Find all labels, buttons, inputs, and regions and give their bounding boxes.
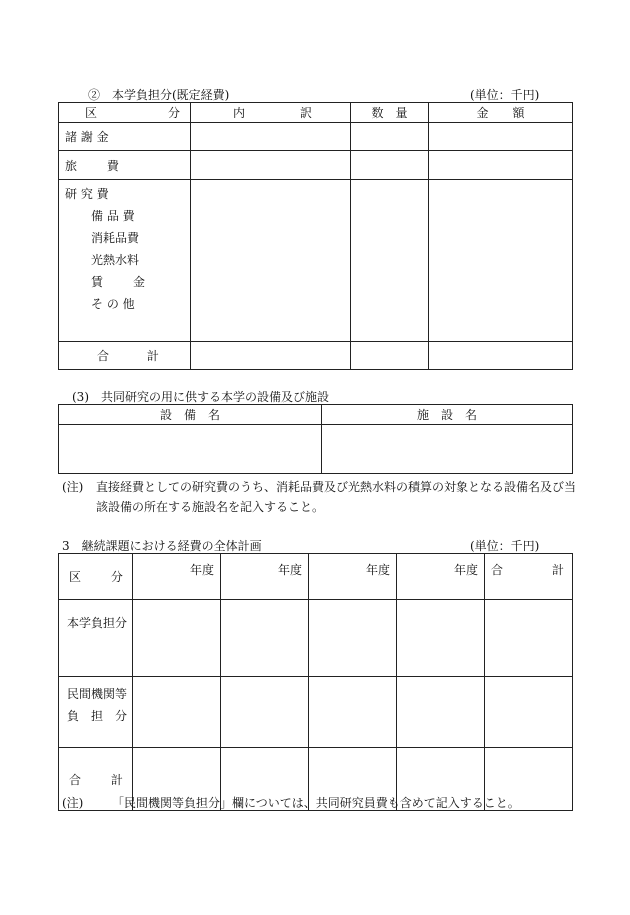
row-label-minkan-1: 民間機関等 xyxy=(67,687,128,701)
table-cell[interactable] xyxy=(429,180,573,342)
header-kubun: 区 分 xyxy=(59,103,191,123)
row-label-minkan-2: 負 担 分 xyxy=(67,709,128,723)
table-header-row xyxy=(59,103,573,123)
table-cell[interactable] xyxy=(221,677,309,748)
table-cell[interactable] xyxy=(191,342,351,370)
table-cell[interactable] xyxy=(351,342,429,370)
table-cell[interactable] xyxy=(322,425,573,474)
table-cell[interactable] xyxy=(191,123,351,151)
row-label-sonota: そ の 他 xyxy=(91,297,135,311)
table-cell[interactable] xyxy=(309,677,397,748)
header-kingaku: 金 額 xyxy=(429,103,573,123)
row-label-ryohi: 旅 xyxy=(65,158,78,173)
table-row xyxy=(59,123,573,151)
table-cell[interactable] xyxy=(485,677,573,748)
row-label-gokei: 合 xyxy=(97,349,110,363)
header-year-2: 年度 xyxy=(221,554,309,600)
row-label-shomohinhi: 消耗品費 xyxy=(91,231,140,245)
table-row: 合 計 xyxy=(59,748,573,811)
header-year-1: 年度 xyxy=(133,554,221,600)
header-total: 合 計 xyxy=(485,554,573,600)
section2-caption: ② 本学負担分(既定経費) xyxy=(88,88,230,102)
table-cell[interactable] xyxy=(133,677,221,748)
row-label-shakin: 諸 謝 金 xyxy=(65,130,109,144)
table-cell[interactable] xyxy=(191,151,351,180)
row-label-bihinhi: 備 品 費 xyxy=(91,209,135,223)
row-label-honkan: 本学負担分 xyxy=(67,616,128,630)
table-cell[interactable] xyxy=(429,151,573,180)
table-cell[interactable] xyxy=(351,123,429,151)
table-cell[interactable] xyxy=(191,180,351,342)
facility-caption: (3) 共同研究の用に供する本学の設備及び施設 xyxy=(72,390,329,404)
section2-budget-table xyxy=(58,102,573,370)
section2-unit-label: (単位：千円) xyxy=(470,88,540,102)
facility-table xyxy=(58,404,573,474)
table-cell[interactable] xyxy=(351,180,429,342)
table-cell[interactable] xyxy=(59,425,322,474)
header-year-4: 年度 xyxy=(397,554,485,600)
plan-note-text: 「民間機関等負担分」欄については、共同研究員費も含めて記入すること。 xyxy=(112,796,520,810)
table-row xyxy=(59,180,573,342)
header-year-3: 年度 xyxy=(309,554,397,600)
row-label-total: 合 xyxy=(69,772,82,787)
table-row xyxy=(59,425,573,474)
table-cell[interactable] xyxy=(351,151,429,180)
facility-note-line1: 直接経費としての研究費のうち、消耗品費及び光熱水料の積算の対象となる設備名及び当 xyxy=(96,480,577,494)
row-label-chingin: 賃 金 xyxy=(91,275,146,289)
table-row xyxy=(59,677,573,748)
facility-note-line2: 該設備の所在する施設名を記入すること。 xyxy=(96,500,325,514)
table-header-row xyxy=(59,554,573,600)
plan-table xyxy=(58,553,573,811)
table-cell[interactable] xyxy=(397,600,485,677)
row-label-konetsu: 光熱水料 xyxy=(91,253,140,267)
table-cell[interactable] xyxy=(429,123,573,151)
table-cell[interactable] xyxy=(485,600,573,677)
table-cell[interactable] xyxy=(221,600,309,677)
plan-unit-label: (単位：千円) xyxy=(470,539,540,553)
table-row: 合 計 xyxy=(59,342,573,370)
table-header-row xyxy=(59,405,573,425)
row-label-kenkyuhi: 研 究 費 xyxy=(65,187,109,201)
table-cell[interactable] xyxy=(397,677,485,748)
table-row xyxy=(59,600,573,677)
header-setsubi: 設 備 名 xyxy=(59,405,322,425)
plan-note-label: (注) xyxy=(62,796,84,810)
table-cell[interactable] xyxy=(309,600,397,677)
header-shisetsu: 施 設 名 xyxy=(322,405,573,425)
table-row: 旅 費 xyxy=(59,151,573,180)
plan-caption: 3 継続課題における経費の全体計画 xyxy=(62,539,262,553)
header-kubun: 区 分 xyxy=(59,554,133,600)
header-uchiwake: 内 訳 xyxy=(191,103,351,123)
header-suryo: 数 量 xyxy=(351,103,429,123)
table-cell[interactable] xyxy=(429,342,573,370)
facility-note-label: (注) xyxy=(62,480,84,494)
table-cell[interactable] xyxy=(133,600,221,677)
